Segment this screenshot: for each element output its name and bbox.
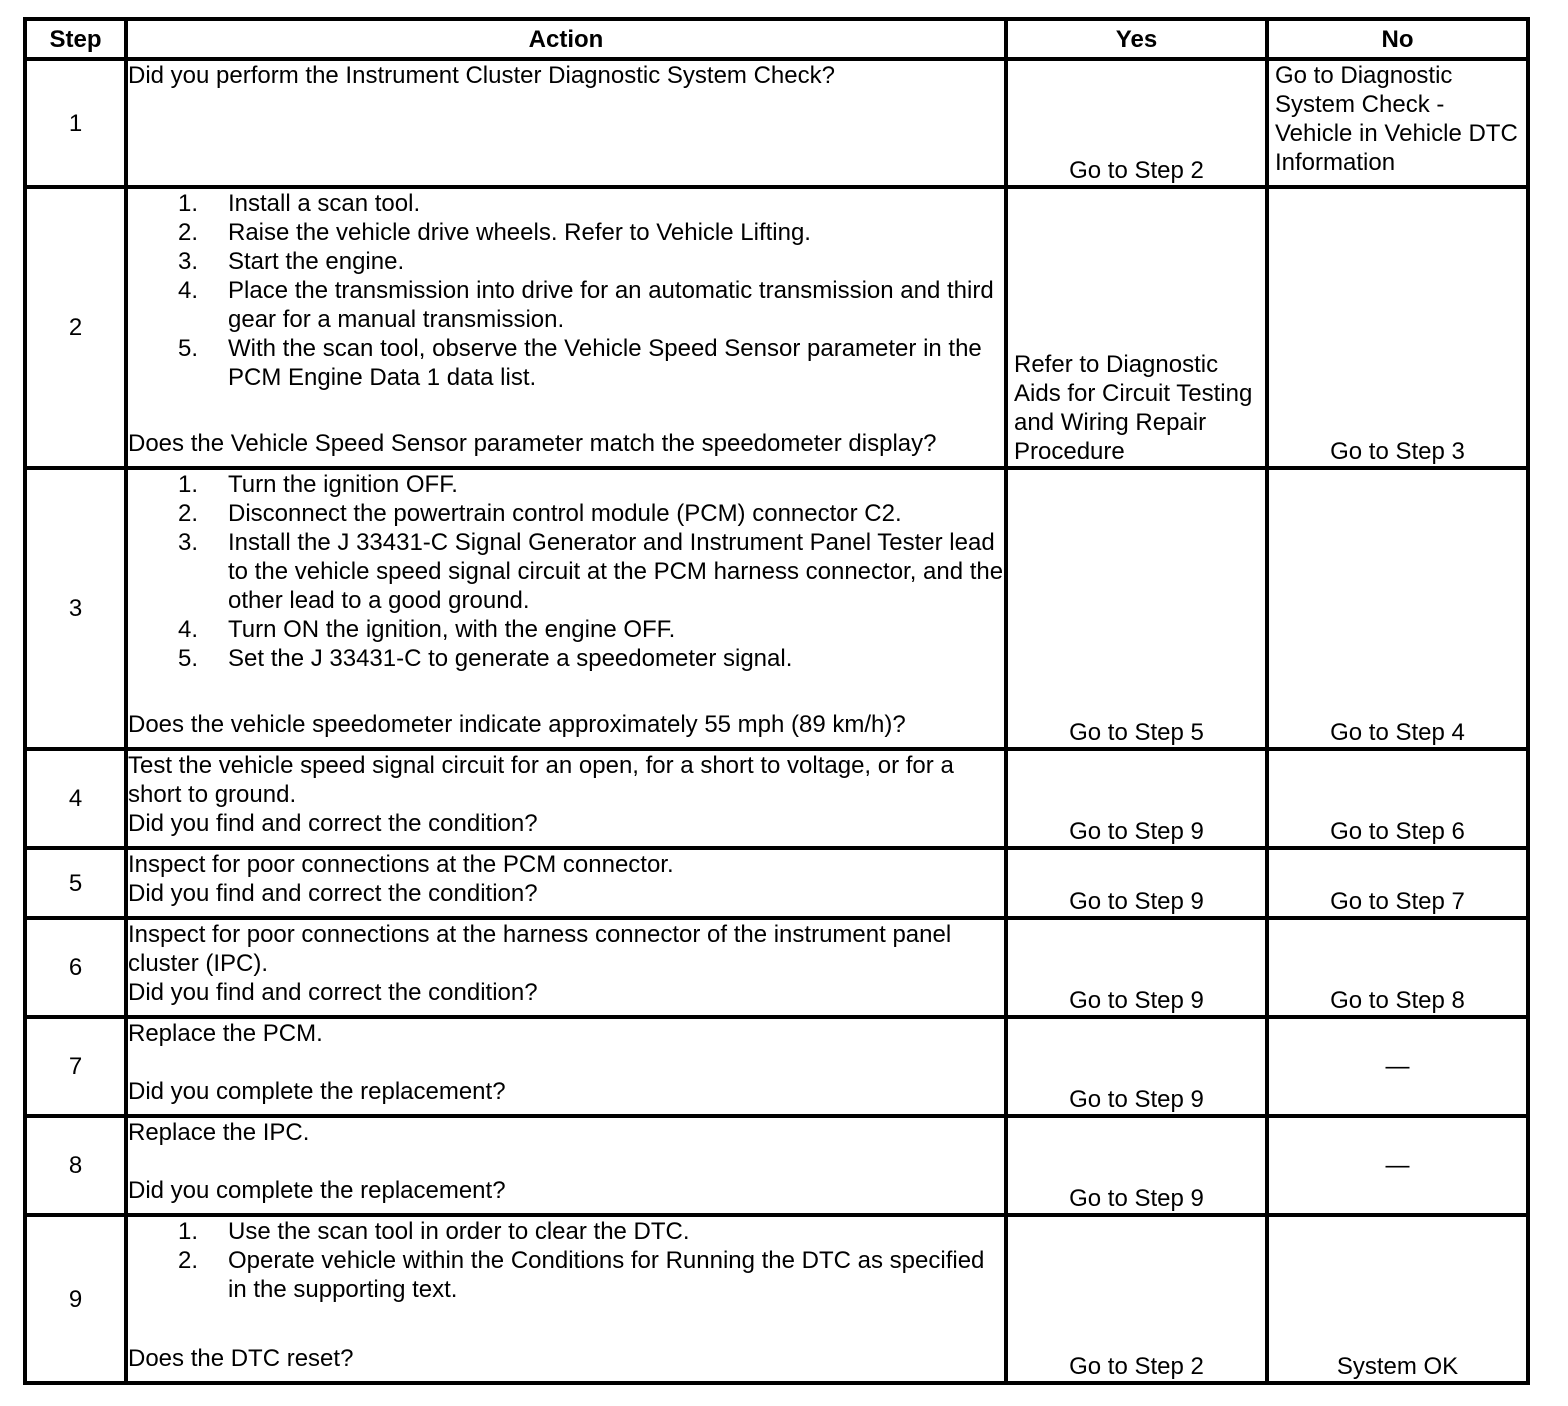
action-instruction: Replace the PCM. — [128, 1020, 323, 1047]
table-row — [25, 918, 1528, 1017]
action-question: Did you complete the replacement? — [128, 1177, 506, 1204]
list-item: 2. Operate vehicle within the Conditions for Running the DTC as specified in the supporting text. — [178, 1247, 985, 1303]
step-number: 6 — [25, 918, 126, 1017]
yes-result: Refer to Diagnostic Aids for Circuit Testing and Wiring Repair Procedure — [1006, 187, 1267, 468]
header-row — [25, 19, 1528, 59]
yes-result: Go to Step 9 — [1006, 918, 1267, 1017]
action-step-list — [128, 189, 1004, 392]
step-number: 3 — [25, 468, 126, 749]
yes-result: Go to Step 2 — [1006, 59, 1267, 187]
step-number: 8 — [25, 1116, 126, 1215]
step-number: 7 — [25, 1017, 126, 1116]
no-result: Go to Step 7 — [1267, 848, 1528, 918]
list-item: 2. Disconnect the powertrain control module (PCM) connector C2. — [178, 500, 902, 527]
list-item: 1. Turn the ignition OFF. — [178, 471, 458, 498]
table-row — [25, 749, 1528, 848]
step-number: 2 — [25, 187, 126, 468]
step-number: 5 — [25, 848, 126, 918]
action-step-list — [128, 1217, 1004, 1304]
action-cell — [126, 749, 1006, 848]
step-number: 1 — [25, 59, 126, 187]
header-yes: Yes — [1006, 19, 1267, 59]
table-row — [25, 468, 1528, 749]
step-number: 9 — [25, 1215, 126, 1383]
list-item: 4. Turn ON the ignition, with the engine OFF. — [178, 616, 676, 643]
action-step-list — [128, 470, 1004, 673]
yes-result: Go to Step 9 — [1006, 848, 1267, 918]
action-question: Did you find and correct the condition? — [128, 810, 538, 837]
list-item: 1. Install a scan tool. — [178, 190, 421, 217]
header-no: No — [1267, 19, 1528, 59]
action-cell — [126, 918, 1006, 1017]
action-question: Does the Vehicle Speed Sensor parameter match the speedometer display? — [128, 430, 937, 457]
table-row — [25, 59, 1528, 187]
yes-result: Go to Step 5 — [1006, 468, 1267, 749]
list-item: 3. Start the engine. — [178, 248, 405, 275]
header-action: Action — [126, 19, 1006, 59]
table-row — [25, 848, 1528, 918]
yes-result: Go to Step 9 — [1006, 749, 1267, 848]
action-question: Did you perform the Instrument Cluster Diagnostic System Check? — [128, 62, 835, 89]
action-instruction: Replace the IPC. — [128, 1119, 310, 1146]
table-row — [25, 1116, 1528, 1215]
no-result: Go to Step 3 — [1267, 187, 1528, 468]
action-cell — [126, 1215, 1006, 1383]
list-item: 1. Use the scan tool in order to clear the DTC. — [178, 1218, 690, 1245]
no-result: Go to Step 6 — [1267, 749, 1528, 848]
step-number: 4 — [25, 749, 126, 848]
action-cell — [126, 1017, 1006, 1116]
action-cell — [126, 59, 1006, 187]
action-cell — [126, 468, 1006, 749]
action-question: Did you find and correct the condition? — [128, 880, 538, 907]
no-result: Go to Diagnostic System Check - Vehicle in Vehicle DTC Information — [1267, 59, 1528, 187]
list-item: 4. Place the transmission into drive for an automatic transmission and third gear for a manual transmission. — [178, 277, 994, 333]
action-cell — [126, 1116, 1006, 1215]
no-result: Go to Step 8 — [1267, 918, 1528, 1017]
yes-result: Go to Step 9 — [1006, 1116, 1267, 1215]
list-item: 2. Raise the vehicle drive wheels. Refer to Vehicle Lifting. — [178, 219, 811, 246]
table-row — [25, 187, 1528, 468]
list-item: 3. Install the J 33431-C Signal Generator and Instrument Panel Tester lead to the vehicle speed signal circuit at the PCM harness connector, and the other lead to a good ground. — [178, 529, 1004, 614]
action-instruction: Test the vehicle speed signal circuit for an open, for a short to voltage, or for a short to ground. — [128, 752, 954, 808]
yes-result: Go to Step 2 — [1006, 1215, 1267, 1383]
list-item: 5. Set the J 33431-C to generate a speedometer signal. — [178, 645, 793, 672]
no-result: Go to Step 4 — [1267, 468, 1528, 749]
action-cell — [126, 187, 1006, 468]
action-instruction: Inspect for poor connections at the PCM connector. — [128, 851, 674, 878]
header-step: Step — [25, 19, 126, 59]
no-result: System OK — [1267, 1215, 1528, 1383]
list-item: 5. With the scan tool, observe the Vehicle Speed Sensor parameter in the PCM Engine Data 1 data list. — [178, 335, 982, 391]
no-result: — — [1267, 1116, 1528, 1215]
action-cell — [126, 848, 1006, 918]
action-instruction: Inspect for poor connections at the harness connector of the instrument panel cluster (IPC). — [128, 921, 952, 977]
yes-result: Go to Step 9 — [1006, 1017, 1267, 1116]
no-result: — — [1267, 1017, 1528, 1116]
action-question: Does the DTC reset? — [128, 1345, 354, 1372]
action-question: Did you find and correct the condition? — [128, 979, 538, 1006]
table-row — [25, 1017, 1528, 1116]
diagnostic-table — [23, 17, 1530, 1385]
table-row — [25, 1215, 1528, 1383]
action-question: Does the vehicle speedometer indicate approximately 55 mph (89 km/h)? — [128, 711, 906, 738]
action-question: Did you complete the replacement? — [128, 1078, 506, 1105]
